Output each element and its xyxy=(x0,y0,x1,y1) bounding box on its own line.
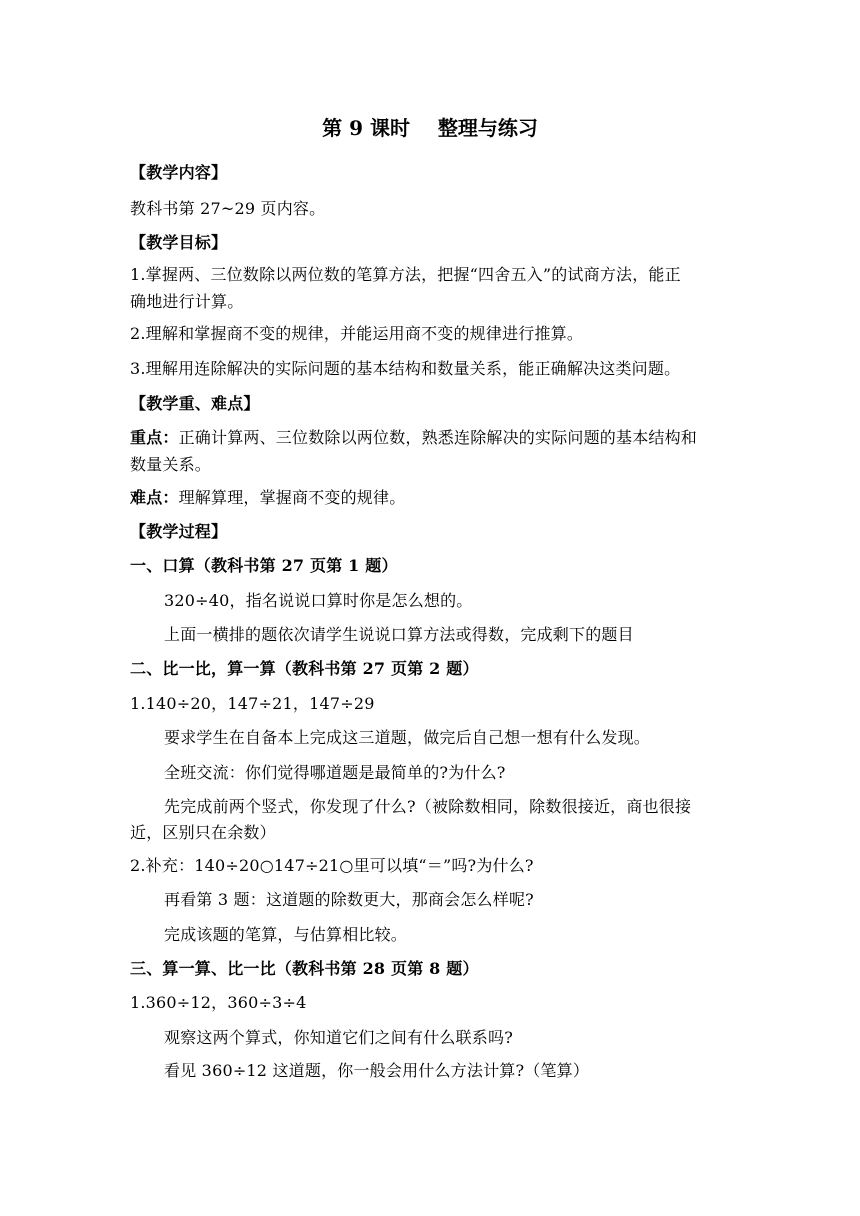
part-1-line-2: 上面一横排的题依次请学生说说口算方法或得数，完成剩下的题目 xyxy=(164,625,634,644)
part-1-heading: 一、口算（教科书第 27 页第 1 题） xyxy=(130,556,398,575)
part-2-item-1: 1.140÷20，147÷21，147÷29 xyxy=(130,694,375,713)
process-heading: 【教学过程】 xyxy=(130,522,228,541)
part-2-line-4: 再看第 3 题：这道题的除数更大，那商会怎么样呢? xyxy=(164,890,534,909)
key-point-line-2: 数量关系。 xyxy=(130,455,212,474)
part-2-item-2: 2.补充：140÷20○147÷21○里可以填“＝”吗?为什么? xyxy=(130,856,534,875)
difficult-point xyxy=(130,488,750,508)
content-heading: 【教学内容】 xyxy=(130,163,228,182)
part-3-item-1: 1.360÷12，360÷3÷4 xyxy=(130,993,307,1012)
page-title: 第 9 课时 整理与练习 xyxy=(322,116,538,140)
goal-2: 2.理解和掌握商不变的规律，并能运用商不变的规律进行推算。 xyxy=(130,324,584,343)
part-2-heading: 二、比一比，算一算（教科书第 27 页第 2 题） xyxy=(130,659,479,678)
part-3-line-1: 观察这两个算式，你知道它们之间有什么联系吗? xyxy=(164,1028,513,1047)
part-1-line-1: 320÷40，指名说说口算时你是怎么想的。 xyxy=(164,591,473,610)
difficult-point-label: 难点： xyxy=(130,488,179,507)
goal-1-line-2: 确地进行计算。 xyxy=(130,292,244,311)
key-point-text: 正确计算两、三位数除以两位数，熟悉连除解决的实际问题的基本结构和 xyxy=(178,428,698,447)
goal-3: 3.理解用连除解决的实际问题的基本结构和数量关系，能正确解决这类问题。 xyxy=(130,359,681,378)
part-3-line-2: 看见 360÷12 这道题，你一般会用什么方法计算?（笔算） xyxy=(164,1061,590,1080)
part-3-heading: 三、算一算、比一比（教科书第 28 页第 8 题） xyxy=(130,959,479,978)
part-2-line-3a: 先完成前两个竖式，你发现了什么?（被除数相同，除数很接近，商也很接 xyxy=(164,797,692,816)
key-point-line-1 xyxy=(130,428,750,448)
content-text: 教科书第 27~29 页内容。 xyxy=(130,199,326,218)
part-2-line-3b: 近，区别只在余数） xyxy=(130,823,276,842)
difficult-point-text: 理解算理，掌握商不变的规律。 xyxy=(178,488,406,507)
goal-1-line-1: 1.掌握两、三位数除以两位数的笔算方法，把握“四舍五入”的试商方法，能正 xyxy=(130,265,681,284)
key-point-label: 重点： xyxy=(130,428,179,447)
part-2-line-5: 完成该题的笔算，与估算相比较。 xyxy=(164,925,408,944)
part-2-line-2: 全班交流：你们觉得哪道题是最简单的?为什么? xyxy=(164,763,506,782)
key-heading: 【教学重、难点】 xyxy=(130,394,260,413)
part-2-line-1: 要求学生在自备本上完成这三道题，做完后自己想一想有什么发现。 xyxy=(164,728,651,747)
goals-heading: 【教学目标】 xyxy=(130,233,228,252)
